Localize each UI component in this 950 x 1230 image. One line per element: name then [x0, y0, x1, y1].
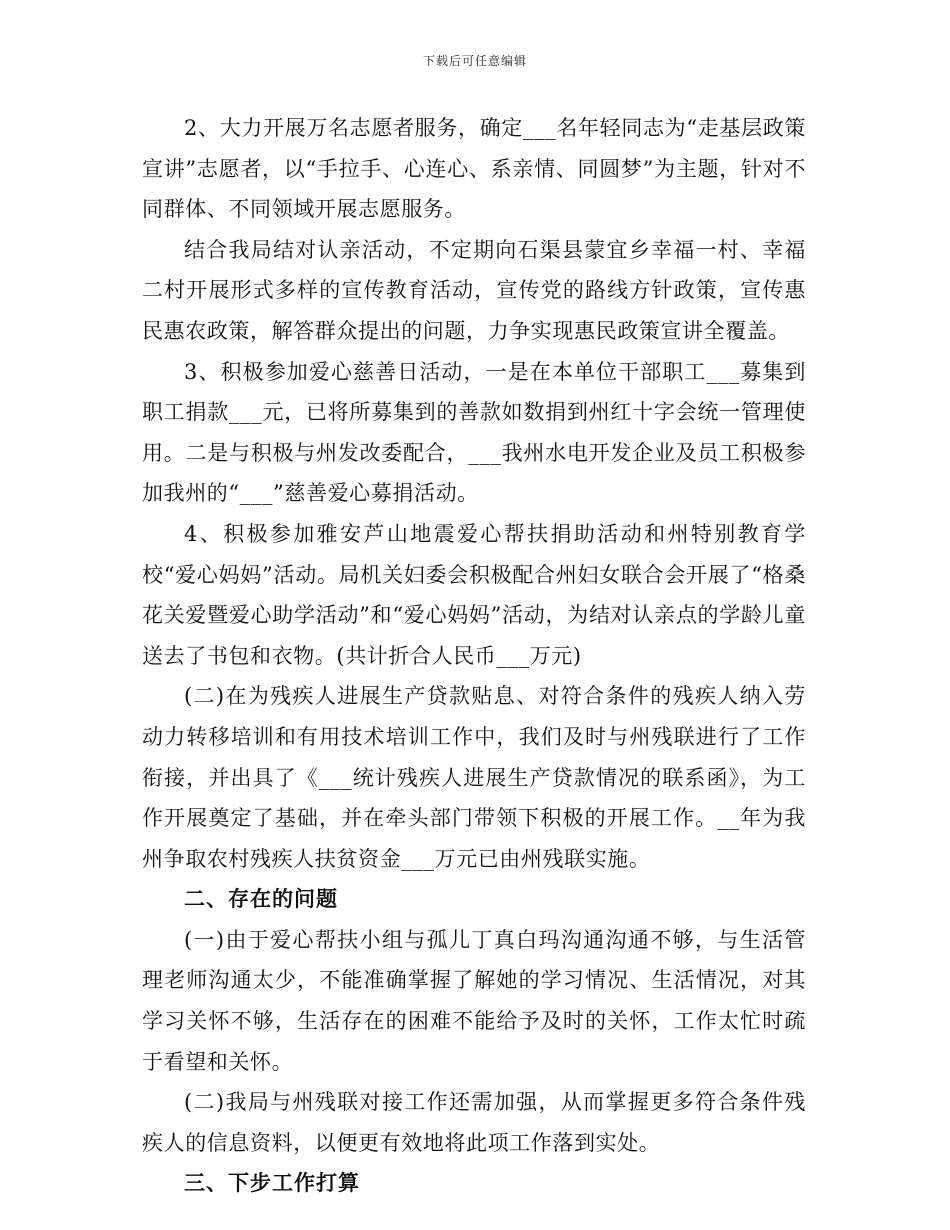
paragraph-earthquake-aid: 4、积极参加雅安芦山地震爱心帮扶捐助活动和州特别教育学校“爱心妈妈”活动。局机关妇委会积极配合州妇女联合会开展了“格桑花关爱暨爱心助学活动”和“爱心妈妈”活动，为结对认亲点的学龄儿童送去了书包和衣物。(共计折合人民币___万元) [142, 521, 806, 668]
paragraph-problem-one: (一)由于爱心帮扶小组与孤儿丁真白玛沟通沟通不够，与生活管理老师沟通太少，不能准确掌握了解她的学习情况、生活情况，对其学习关怀不够，生活存在的困难不能给予及时的关怀，工作太忙时疏于看望和关怀。 [142, 927, 806, 1074]
section-heading-next-steps: 三、下步工作打算 [184, 1171, 360, 1196]
page-header-note: 下载后可任意编辑 [422, 54, 527, 68]
paragraph-volunteer-service: 2、大力开展万名志愿者服务，确定___名年轻同志为“走基层政策宣讲”志愿者，以“手拉手、心连心、系亲情、同圆梦”为主题，针对不同群体、不同领域开展志愿服务。 [142, 116, 806, 222]
paragraph-disabled-support: (二)在为残疾人进展生产贷款贴息、对符合条件的残疾人纳入劳动力转移培训和有用技术培训工作中，我们及时与州残联进行了工作衔接，并出具了《___统计残疾人进展生产贷款情况的联系函》，为工作开展奠定了基础，并在牵头部门带领下积极的开展工作。__年为我州争取农村残疾人扶贫资金___万元已由州残联实施。 [142, 684, 806, 871]
paragraph-publicity-activities: 结合我局结对认亲活动，不定期向石渠县蒙宜乡幸福一村、幸福二村开展形式多样的宣传教育活动，宣传党的路线方针政策，宣传惠民惠农政策，解答群众提出的问题，力争实现惠民政策宣讲全覆盖。 [142, 237, 806, 343]
document-body [142, 108, 806, 1204]
paragraph-problem-two: (二)我局与州残联对接工作还需加强，从而掌握更多符合条件残疾人的信息资料，以便更有效地将此项工作落到实处。 [142, 1090, 806, 1155]
section-heading-problems: 二、存在的问题 [184, 887, 338, 912]
paragraph-charity-day: 3、积极参加爱心慈善日活动，一是在本单位干部职工___募集到职工捐款___元，已将所募集到的善款如数捐到州红十字会统一管理使用。二是与积极与州发改委配合，___我州水电开发企业及员工积极参加我州的“___”慈善爱心募捐活动。 [142, 359, 806, 506]
